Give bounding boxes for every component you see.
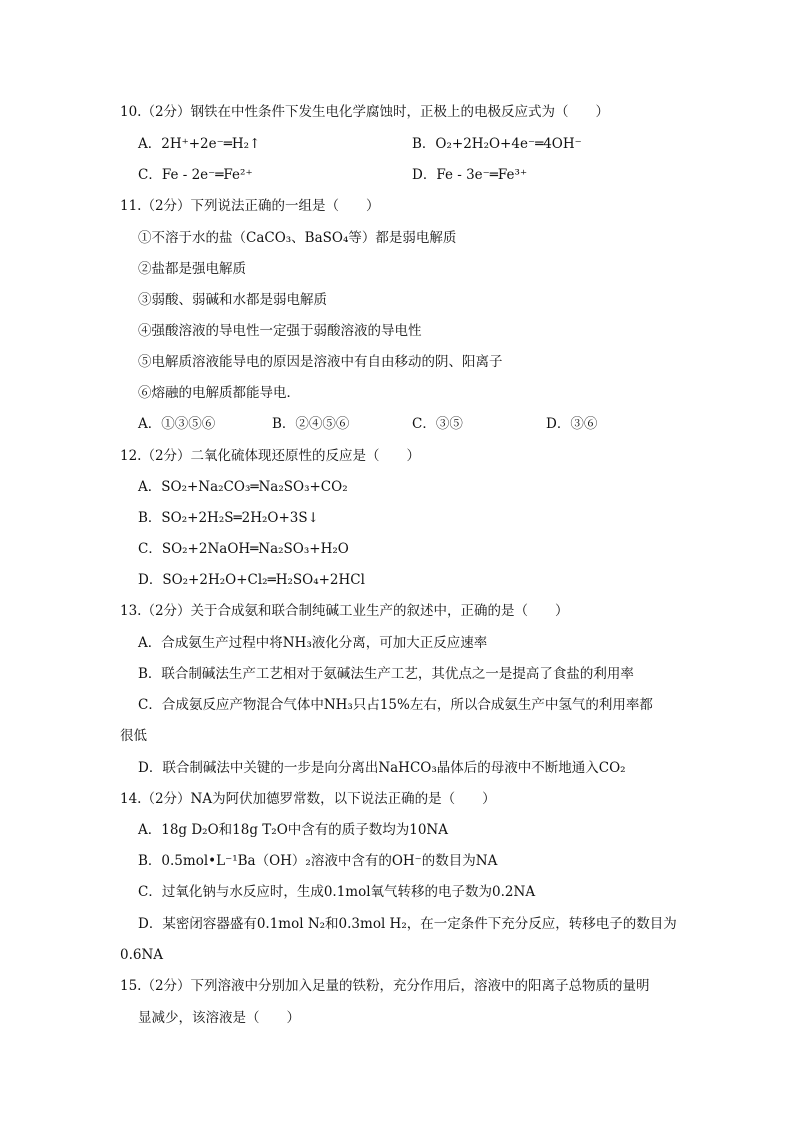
q15-stem-cont: 显减少，该溶液是（ ）	[138, 1010, 300, 1026]
q10-option-a: A．2H⁺+2e⁻═H₂↑	[138, 136, 261, 152]
q13-option-c-cont: 很低	[120, 728, 147, 744]
q14-option-d-cont: 0.6NA	[120, 947, 164, 963]
q11-statement-2: ②盐都是强电解质	[138, 261, 246, 277]
q10-option-b: B．O₂+2H₂O+4e⁻═4OH⁻	[412, 136, 582, 152]
q10-option-d: D．Fe - 3e⁻═Fe³⁺	[412, 167, 528, 183]
q11-option-d: D．③⑥	[546, 416, 598, 432]
q11-statement-6: ⑥熔融的电解质都能导电．	[138, 385, 300, 401]
q14-stem: 14.（2分）NA为阿伏加德罗常数，以下说法正确的是（ ）	[120, 791, 496, 807]
q11-statement-1: ①不溶于水的盐（CaCO₃、BaSO₄等）都是弱电解质	[138, 230, 457, 246]
q12-option-b: B．SO₂+2H₂S═2H₂O+3S↓	[138, 510, 319, 526]
q11-statement-3: ③弱酸、弱碱和水都是弱电解质	[138, 292, 327, 308]
q12-option-a: A．SO₂+Na₂CO₃═Na₂SO₃+CO₂	[138, 479, 348, 495]
q13-option-b: B．联合制碱法生产工艺相对于氨碱法生产工艺，其优点之一是提高了食盐的利用率	[138, 666, 634, 682]
q11-statement-4: ④强酸溶液的导电性一定强于弱酸溶液的导电性	[138, 323, 422, 339]
q12-stem: 12.（2分）二氧化硫体现还原性的反应是（ ）	[120, 448, 421, 464]
q14-option-d: D．某密闭容器盛有0.1mol N₂和0.3mol H₂，在一定条件下充分反应，转移电子的数目为	[138, 916, 677, 932]
q11-option-b: B．②④⑤⑥	[272, 416, 350, 432]
q11-stem: 11.（2分）下列说法正确的一组是（ ）	[120, 198, 380, 214]
q13-option-c: C．合成氨反应产物混合气体中NH₃只占15%左右，所以合成氨生产中氢气的利用率都	[138, 697, 653, 713]
q10-option-c: C．Fe - 2e⁻═Fe²⁺	[138, 167, 253, 183]
q10-stem: 10.（2分）钢铁在中性条件下发生电化学腐蚀时，正极上的电极反应式为（ ）	[120, 104, 610, 120]
q13-stem: 13.（2分）关于合成氨和联合制纯碱工业生产的叙述中，正确的是（ ）	[120, 603, 569, 619]
q12-option-d: D．SO₂+2H₂O+Cl₂═H₂SO₄+2HCl	[138, 572, 365, 588]
q12-option-c: C．SO₂+2NaOH═Na₂SO₃+H₂O	[138, 541, 349, 557]
q13-option-a: A．合成氨生产过程中将NH₃液化分离，可加大正反应速率	[138, 635, 488, 651]
q14-option-c: C．过氧化钠与水反应时，生成0.1mol氧气转移的电子数为0.2NA	[138, 884, 536, 900]
q11-option-a: A．①③⑤⑥	[138, 416, 216, 432]
q11-option-c: C．③⑤	[412, 416, 463, 432]
q11-statement-5: ⑤电解质溶液能导电的原因是溶液中有自由移动的阴、阳离子	[138, 354, 503, 370]
q15-stem: 15.（2分）下列溶液中分别加入足量的铁粉，充分作用后，溶液中的阳离子总物质的量明	[120, 978, 650, 994]
q13-option-d: D．联合制碱法中关键的一步是向分离出NaHCO₃晶体后的母液中不断地通入CO₂	[138, 760, 626, 776]
q14-option-b: B．0.5mol•L⁻¹Ba（OH）₂溶液中含有的OH⁻的数目为NA	[138, 853, 498, 869]
q14-option-a: A．18g D₂O和18g T₂O中含有的质子数均为10NA	[138, 822, 448, 838]
